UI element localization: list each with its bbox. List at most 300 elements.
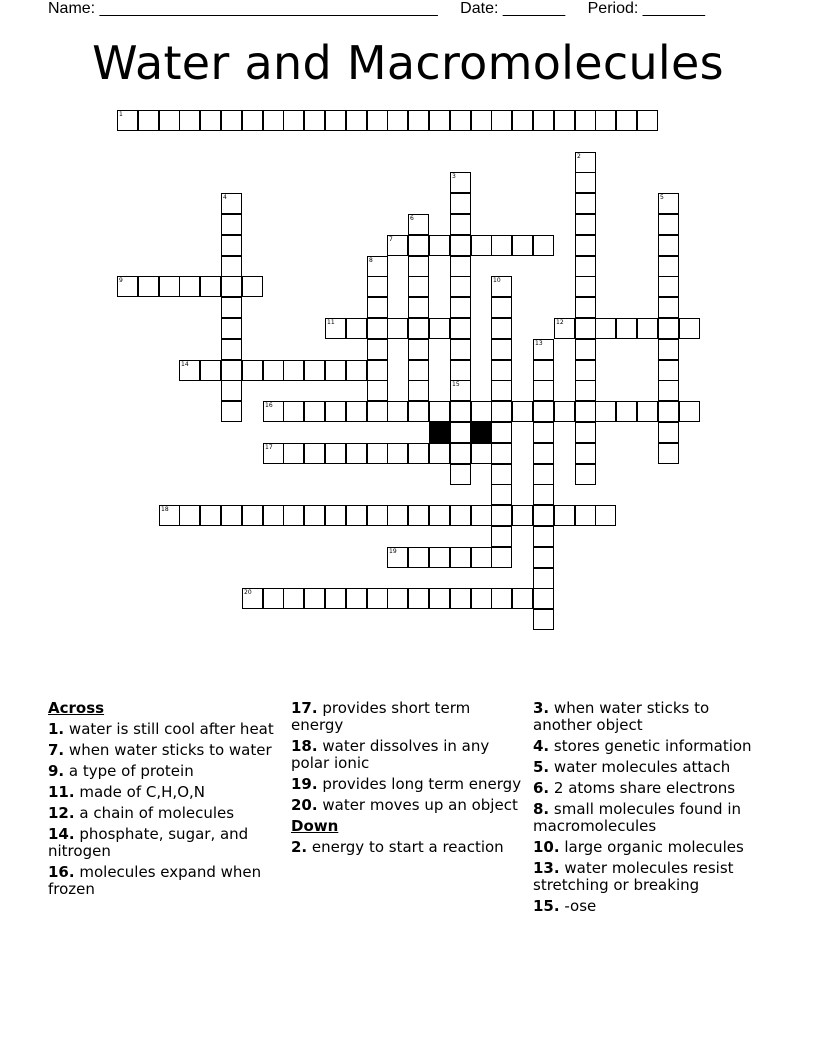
crossword-cell[interactable] <box>346 588 367 609</box>
crossword-cell[interactable] <box>554 110 575 131</box>
crossword-cell[interactable] <box>408 318 429 339</box>
clue-item <box>48 721 284 738</box>
crossword-cell[interactable] <box>637 110 658 131</box>
crossword-cell[interactable] <box>616 401 637 422</box>
clue-number: 11 <box>327 319 335 326</box>
crossword-cell[interactable] <box>325 505 346 526</box>
crossword-cell[interactable] <box>159 276 180 297</box>
crossword-cell[interactable] <box>346 443 367 464</box>
crossword-cell[interactable] <box>429 547 450 568</box>
clue-number-label: 3. <box>533 699 550 717</box>
crossword-cell[interactable] <box>179 110 200 131</box>
crossword-cell[interactable] <box>471 505 492 526</box>
clue-item <box>291 700 527 734</box>
clue-number: 19 <box>389 548 397 555</box>
crossword-cell[interactable] <box>491 464 512 485</box>
crossword-cell[interactable] <box>367 318 388 339</box>
crossword-cell[interactable] <box>575 380 596 401</box>
crossword-cell[interactable] <box>450 235 471 256</box>
clue-text: small molecules found in macromolecules <box>533 800 741 835</box>
clue-text: a type of protein <box>68 762 194 780</box>
crossword-cell[interactable] <box>533 235 554 256</box>
name-label: Name: <box>48 0 96 17</box>
clue-number: 17 <box>265 444 273 451</box>
crossword-cell[interactable] <box>117 276 138 297</box>
clue-item <box>533 898 769 915</box>
crossword-cell[interactable] <box>325 360 346 381</box>
crossword-cell[interactable] <box>637 318 658 339</box>
crossword-cell[interactable] <box>616 110 637 131</box>
clue-text: large organic molecules <box>564 838 744 856</box>
crossword-cell[interactable] <box>325 401 346 422</box>
crossword-cell[interactable] <box>450 505 471 526</box>
crossword-cell[interactable] <box>304 110 325 131</box>
crossword-cell[interactable] <box>533 588 554 609</box>
crossword-cell[interactable] <box>346 360 367 381</box>
crossword-cell[interactable] <box>595 318 616 339</box>
clue-text: a chain of molecules <box>79 804 235 822</box>
clue-number: 5 <box>660 194 664 201</box>
crossword-cell[interactable] <box>408 297 429 318</box>
crossword-cell[interactable] <box>450 276 471 297</box>
crossword-cell[interactable] <box>408 380 429 401</box>
crossword-cell[interactable] <box>491 505 512 526</box>
crossword-cell[interactable] <box>512 235 533 256</box>
crossword-cell[interactable] <box>595 401 616 422</box>
clue-number-label: 20. <box>291 796 318 814</box>
crossword-cell[interactable] <box>325 588 346 609</box>
crossword-cell[interactable] <box>491 276 512 297</box>
clues-column-3 <box>533 700 769 919</box>
crossword-cell[interactable] <box>242 505 263 526</box>
crossword-cell[interactable] <box>533 360 554 381</box>
clue-number: 3 <box>452 173 456 180</box>
crossword-cell[interactable] <box>679 401 700 422</box>
clue-text: provides short term energy <box>291 699 471 734</box>
date-label: Date: <box>460 0 499 17</box>
crossword-cell[interactable] <box>450 360 471 381</box>
crossword-cell[interactable] <box>554 401 575 422</box>
crossword-cell[interactable] <box>616 318 637 339</box>
crossword-cell[interactable] <box>575 276 596 297</box>
clue-number: 16 <box>265 402 273 409</box>
crossword-cell[interactable] <box>491 547 512 568</box>
crossword-cell[interactable] <box>533 568 554 589</box>
clue-number-label: 19. <box>291 775 318 793</box>
crossword-cell[interactable] <box>450 318 471 339</box>
crossword-cell[interactable] <box>491 443 512 464</box>
clue-number-label: 17. <box>291 699 318 717</box>
crossword-cell[interactable] <box>304 360 325 381</box>
clue-number: 2 <box>577 153 581 160</box>
crossword-cell[interactable] <box>533 339 554 360</box>
clue-item <box>48 826 284 860</box>
crossword-cell[interactable] <box>658 318 679 339</box>
crossword-cell[interactable] <box>283 110 304 131</box>
crossword-cell[interactable] <box>491 401 512 422</box>
clue-item <box>533 759 769 776</box>
clue-text: made of C,H,O,N <box>79 783 205 801</box>
clue-item <box>48 784 284 801</box>
crossword-cell[interactable] <box>512 110 533 131</box>
crossword-cell[interactable] <box>471 110 492 131</box>
date-blank: _______ <box>502 0 566 17</box>
crossword-cell[interactable] <box>595 505 616 526</box>
crossword-cell[interactable] <box>387 547 408 568</box>
across-heading: Across <box>48 699 105 717</box>
crossword-cell[interactable] <box>450 110 471 131</box>
crossword-cell[interactable] <box>575 235 596 256</box>
crossword-cell[interactable] <box>346 505 367 526</box>
crossword-cell[interactable] <box>429 235 450 256</box>
crossword-cell[interactable] <box>283 588 304 609</box>
clue-number-label: 1. <box>48 720 65 738</box>
crossword-cell[interactable] <box>450 547 471 568</box>
crossword-cell[interactable] <box>533 484 554 505</box>
crossword-cell[interactable] <box>658 443 679 464</box>
crossword-cell[interactable] <box>242 360 263 381</box>
crossword-cell[interactable] <box>138 276 159 297</box>
clue-item <box>533 839 769 856</box>
crossword-cell[interactable] <box>450 464 471 485</box>
clue-number-label: 11. <box>48 783 75 801</box>
crossword-cell[interactable] <box>387 588 408 609</box>
crossword-cell[interactable] <box>221 256 242 277</box>
crossword-cell[interactable] <box>263 110 284 131</box>
clue-number: 1 <box>119 111 123 118</box>
crossword-cell[interactable] <box>679 318 700 339</box>
crossword-cell[interactable] <box>658 401 679 422</box>
crossword-cell[interactable] <box>429 318 450 339</box>
clue-text: water is still cool after heat <box>68 720 274 738</box>
clue-number: 10 <box>493 277 501 284</box>
crossword-cell[interactable] <box>179 276 200 297</box>
crossword-cell[interactable] <box>429 588 450 609</box>
crossword-cell[interactable] <box>387 505 408 526</box>
crossword-cell[interactable] <box>200 505 221 526</box>
crossword-cell[interactable] <box>595 110 616 131</box>
crossword-cell[interactable] <box>221 235 242 256</box>
crossword-cell[interactable] <box>450 401 471 422</box>
crossword-cell[interactable] <box>575 339 596 360</box>
crossword-cell[interactable] <box>658 256 679 277</box>
crossword-cell[interactable] <box>263 588 284 609</box>
crossword-cell[interactable] <box>533 110 554 131</box>
crossword-cell[interactable] <box>533 443 554 464</box>
clue-text: when water sticks to another object <box>533 699 710 734</box>
crossword-cell[interactable] <box>575 193 596 214</box>
crossword-cell[interactable] <box>575 318 596 339</box>
crossword-cell[interactable] <box>408 276 429 297</box>
black-square <box>429 422 450 443</box>
crossword-cell[interactable] <box>450 422 471 443</box>
crossword-cell[interactable] <box>367 443 388 464</box>
clue-number-label: 10. <box>533 838 560 856</box>
crossword-cell[interactable] <box>325 110 346 131</box>
clue-text: water molecules attach <box>553 758 731 776</box>
clue-item <box>48 864 284 898</box>
crossword-cell[interactable] <box>429 505 450 526</box>
crossword-cell[interactable] <box>533 526 554 547</box>
crossword-cell[interactable] <box>283 443 304 464</box>
crossword-cell[interactable] <box>367 276 388 297</box>
clue-item <box>291 839 527 856</box>
crossword-cell[interactable] <box>387 235 408 256</box>
crossword-cell[interactable] <box>263 443 284 464</box>
clue-number-label: 9. <box>48 762 65 780</box>
clue-number: 20 <box>244 589 252 596</box>
crossword-cell[interactable] <box>575 256 596 277</box>
clue-number-label: 13. <box>533 859 560 877</box>
clue-text: provides long term energy <box>322 775 522 793</box>
crossword-cell[interactable] <box>221 318 242 339</box>
crossword-cell[interactable] <box>179 360 200 381</box>
crossword-cell[interactable] <box>263 401 284 422</box>
clue-number: 15 <box>452 381 460 388</box>
crossword-cell[interactable] <box>471 547 492 568</box>
crossword-cell[interactable] <box>575 401 596 422</box>
crossword-cell[interactable] <box>367 401 388 422</box>
crossword-cell[interactable] <box>471 588 492 609</box>
clue-text: energy to start a reaction <box>311 838 504 856</box>
crossword-cell[interactable] <box>429 401 450 422</box>
crossword-cell[interactable] <box>658 422 679 443</box>
down-heading: Down <box>291 817 339 835</box>
crossword-cell[interactable] <box>575 110 596 131</box>
crossword-cell[interactable] <box>575 214 596 235</box>
crossword-cell[interactable] <box>575 422 596 443</box>
crossword-cell[interactable] <box>367 297 388 318</box>
crossword-cell[interactable] <box>491 297 512 318</box>
crossword-cell[interactable] <box>408 235 429 256</box>
crossword-cell[interactable] <box>512 401 533 422</box>
crossword-cell[interactable] <box>304 443 325 464</box>
crossword-cell[interactable] <box>533 609 554 630</box>
crossword-cell[interactable] <box>491 339 512 360</box>
clue-number-label: 2. <box>291 838 308 856</box>
crossword-cell[interactable] <box>471 235 492 256</box>
crossword-cell[interactable] <box>658 360 679 381</box>
clue-item <box>533 738 769 755</box>
crossword-cell[interactable] <box>491 110 512 131</box>
crossword-cell[interactable] <box>283 401 304 422</box>
clue-number-label: 18. <box>291 737 318 755</box>
clue-item <box>291 797 527 814</box>
clue-item <box>533 780 769 797</box>
crossword-cell[interactable] <box>387 110 408 131</box>
crossword-cell[interactable] <box>491 360 512 381</box>
crossword-cell[interactable] <box>242 110 263 131</box>
crossword-cell[interactable] <box>491 588 512 609</box>
crossword-cell[interactable] <box>575 172 596 193</box>
clue-number-label: 5. <box>533 758 550 776</box>
crossword-cell[interactable] <box>575 360 596 381</box>
crossword-cell[interactable] <box>367 110 388 131</box>
crossword-cell[interactable] <box>491 318 512 339</box>
clue-text: 2 atoms share electrons <box>553 779 736 797</box>
crossword-cell[interactable] <box>491 380 512 401</box>
crossword-cell[interactable] <box>575 464 596 485</box>
crossword-cell[interactable] <box>658 235 679 256</box>
crossword-cell[interactable] <box>575 505 596 526</box>
crossword-cell[interactable] <box>408 110 429 131</box>
crossword-cell[interactable] <box>346 110 367 131</box>
crossword-cell[interactable] <box>367 588 388 609</box>
crossword-cell[interactable] <box>429 443 450 464</box>
crossword-cell[interactable] <box>221 339 242 360</box>
crossword-cell[interactable] <box>367 256 388 277</box>
clue-number-label: 15. <box>533 897 560 915</box>
clue-number: 14 <box>181 361 189 368</box>
crossword-cell[interactable] <box>346 318 367 339</box>
crossword-cell[interactable] <box>450 297 471 318</box>
crossword-cell[interactable] <box>304 505 325 526</box>
crossword-cell[interactable] <box>471 401 492 422</box>
crossword-cell[interactable] <box>283 505 304 526</box>
across-clues-continued <box>291 700 527 814</box>
crossword-cell[interactable] <box>450 193 471 214</box>
clue-item <box>533 700 769 734</box>
crossword-cell[interactable] <box>533 380 554 401</box>
crossword-cell[interactable] <box>221 401 242 422</box>
crossword-cell[interactable] <box>575 443 596 464</box>
crossword-cell[interactable] <box>408 256 429 277</box>
clue-number-label: 4. <box>533 737 550 755</box>
crossword-cell[interactable] <box>117 110 138 131</box>
clue-item <box>48 805 284 822</box>
crossword-cell[interactable] <box>450 380 471 401</box>
clue-number: 6 <box>410 215 414 222</box>
crossword-cell[interactable] <box>450 443 471 464</box>
crossword-cell[interactable] <box>367 360 388 381</box>
crossword-cell[interactable] <box>408 214 429 235</box>
clue-number-label: 12. <box>48 804 75 822</box>
crossword-cell[interactable] <box>533 547 554 568</box>
crossword-cell[interactable] <box>242 276 263 297</box>
crossword-cell[interactable] <box>242 588 263 609</box>
crossword-cell[interactable] <box>387 443 408 464</box>
crossword-cell[interactable] <box>179 505 200 526</box>
crossword-cell[interactable] <box>408 547 429 568</box>
clue-text: stores genetic information <box>553 737 752 755</box>
crossword-cell[interactable] <box>325 443 346 464</box>
crossword-cell[interactable] <box>658 297 679 318</box>
crossword-cell[interactable] <box>408 401 429 422</box>
crossword-cell[interactable] <box>159 110 180 131</box>
crossword-cell[interactable] <box>387 318 408 339</box>
clue-text: -ose <box>564 897 597 915</box>
crossword-cell[interactable] <box>367 339 388 360</box>
crossword-cell[interactable] <box>533 464 554 485</box>
crossword-cell[interactable] <box>200 360 221 381</box>
crossword-cell[interactable] <box>221 110 242 131</box>
crossword-cell[interactable] <box>408 360 429 381</box>
crossword-cell[interactable] <box>450 588 471 609</box>
crossword-cell[interactable] <box>408 339 429 360</box>
crossword-cell[interactable] <box>408 588 429 609</box>
crossword-cell[interactable] <box>221 380 242 401</box>
crossword-cell[interactable] <box>408 505 429 526</box>
clue-item <box>291 738 527 772</box>
crossword-cell[interactable] <box>367 505 388 526</box>
crossword-cell[interactable] <box>221 360 242 381</box>
crossword-cell[interactable] <box>429 110 450 131</box>
crossword-cell[interactable] <box>658 193 679 214</box>
clue-text: water moves up an object <box>322 796 518 814</box>
crossword-cell[interactable] <box>471 443 492 464</box>
crossword-cell[interactable] <box>491 235 512 256</box>
crossword-cell[interactable] <box>512 588 533 609</box>
clue-number: 13 <box>535 340 543 347</box>
clue-text: when water sticks to water <box>68 741 272 759</box>
crossword-cell[interactable] <box>491 422 512 443</box>
crossword-cell[interactable] <box>658 214 679 235</box>
crossword-cell[interactable] <box>263 360 284 381</box>
crossword-cell[interactable] <box>283 360 304 381</box>
crossword-cell[interactable] <box>263 505 284 526</box>
crossword-cell[interactable] <box>138 110 159 131</box>
crossword-cell[interactable] <box>637 401 658 422</box>
crossword-cell[interactable] <box>575 297 596 318</box>
crossword-cell[interactable] <box>554 505 575 526</box>
crossword-cell[interactable] <box>408 443 429 464</box>
clues-column-1 <box>48 700 284 902</box>
crossword-cell[interactable] <box>575 152 596 173</box>
crossword-cell[interactable] <box>554 318 575 339</box>
crossword-cell[interactable] <box>221 193 242 214</box>
crossword-cell[interactable] <box>658 339 679 360</box>
period-blank: _______ <box>642 0 706 17</box>
clue-item <box>291 776 527 793</box>
crossword-cell[interactable] <box>491 484 512 505</box>
crossword-cell[interactable] <box>450 339 471 360</box>
crossword-cell[interactable] <box>159 505 180 526</box>
crossword-cell[interactable] <box>658 276 679 297</box>
crossword-cell[interactable] <box>450 172 471 193</box>
crossword-cell[interactable] <box>221 276 242 297</box>
crossword-cell[interactable] <box>533 505 554 526</box>
crossword-cell[interactable] <box>533 401 554 422</box>
crossword-cell[interactable] <box>491 526 512 547</box>
crossword-cell[interactable] <box>304 588 325 609</box>
crossword-cell[interactable] <box>512 505 533 526</box>
down-clues <box>291 839 527 856</box>
clue-number: 9 <box>119 277 123 284</box>
crossword-cell[interactable] <box>200 110 221 131</box>
crossword-cell[interactable] <box>200 276 221 297</box>
crossword-cell[interactable] <box>450 214 471 235</box>
crossword-cell[interactable] <box>346 401 367 422</box>
crossword-cell[interactable] <box>304 401 325 422</box>
clue-number: 7 <box>389 236 393 243</box>
crossword-cell[interactable] <box>387 401 408 422</box>
clue-item <box>533 801 769 835</box>
crossword-cell[interactable] <box>533 422 554 443</box>
clue-number: 12 <box>556 319 564 326</box>
crossword-cell[interactable] <box>367 380 388 401</box>
clue-text: water molecules resist stretching or breaking <box>533 859 734 894</box>
crossword-cell[interactable] <box>221 297 242 318</box>
crossword-cell[interactable] <box>325 318 346 339</box>
clue-text: phosphate, sugar, and nitrogen <box>48 825 249 860</box>
crossword-cell[interactable] <box>221 214 242 235</box>
clue-number: 8 <box>369 257 373 264</box>
clue-text: molecules expand when frozen <box>48 863 262 898</box>
clue-item <box>48 742 284 759</box>
crossword-cell[interactable] <box>221 505 242 526</box>
crossword-cell[interactable] <box>658 380 679 401</box>
crossword-cell[interactable] <box>450 256 471 277</box>
